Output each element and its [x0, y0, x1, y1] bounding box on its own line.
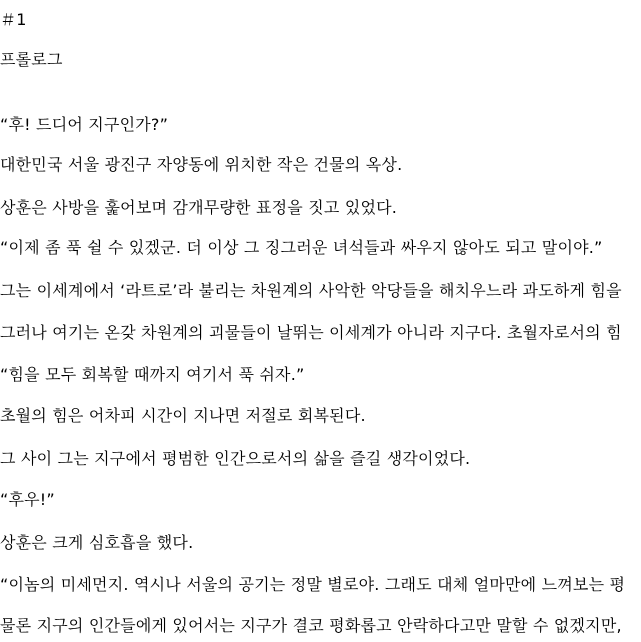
paragraph: “후우!”	[0, 490, 55, 509]
paragraph: 상훈은 크게 심호흡을 했다.	[0, 533, 194, 552]
paragraph: 그 사이 그는 지구에서 평범한 인간으로서의 삶을 즐길 생각이었다.	[0, 449, 471, 468]
paragraph: 그러나 여기는 온갖 차원계의 괴물들이 날뛰는 이세계가 아니라 지구다. 초월자로서의 힘	[0, 323, 622, 342]
paragraph: 그는 이세계에서 ‘라트로’라 불리는 차원계의 사악한 악당들을 해치우느라 과도하게 힘을	[0, 281, 622, 300]
paragraph: “이놈의 미세먼지. 역시나 서울의 공기는 정말 별로야. 그래도 대체 얼마만에 느껴보는 평	[0, 575, 626, 594]
paragraph: 상훈은 사방을 훑어보며 감개무량한 표정을 짓고 있었다.	[0, 198, 398, 217]
chapter-number: ＃1	[0, 10, 27, 29]
chapter-title: 프롤로그	[0, 50, 63, 69]
paragraph: “후! 드디어 지구인가?”	[0, 115, 169, 134]
paragraph: 대한민국 서울 광진구 자양동에 위치한 작은 건물의 옥상.	[0, 155, 403, 174]
paragraph: “힘을 모두 회복할 때까지 여기서 푹 쉬자.”	[0, 365, 305, 384]
paragraph: “이제 좀 푹 쉴 수 있겠군. 더 이상 그 징그러운 녀석들과 싸우지 않아도 되고 말이야.”	[0, 238, 603, 257]
paragraph: 물론 지구의 인간들에게 있어서는 지구가 결코 평화롭고 안락하다고만 말할 수 없겠지만,	[0, 616, 622, 635]
paragraph: 초월의 힘은 어차피 시간이 지나면 저절로 회복된다.	[0, 406, 366, 425]
